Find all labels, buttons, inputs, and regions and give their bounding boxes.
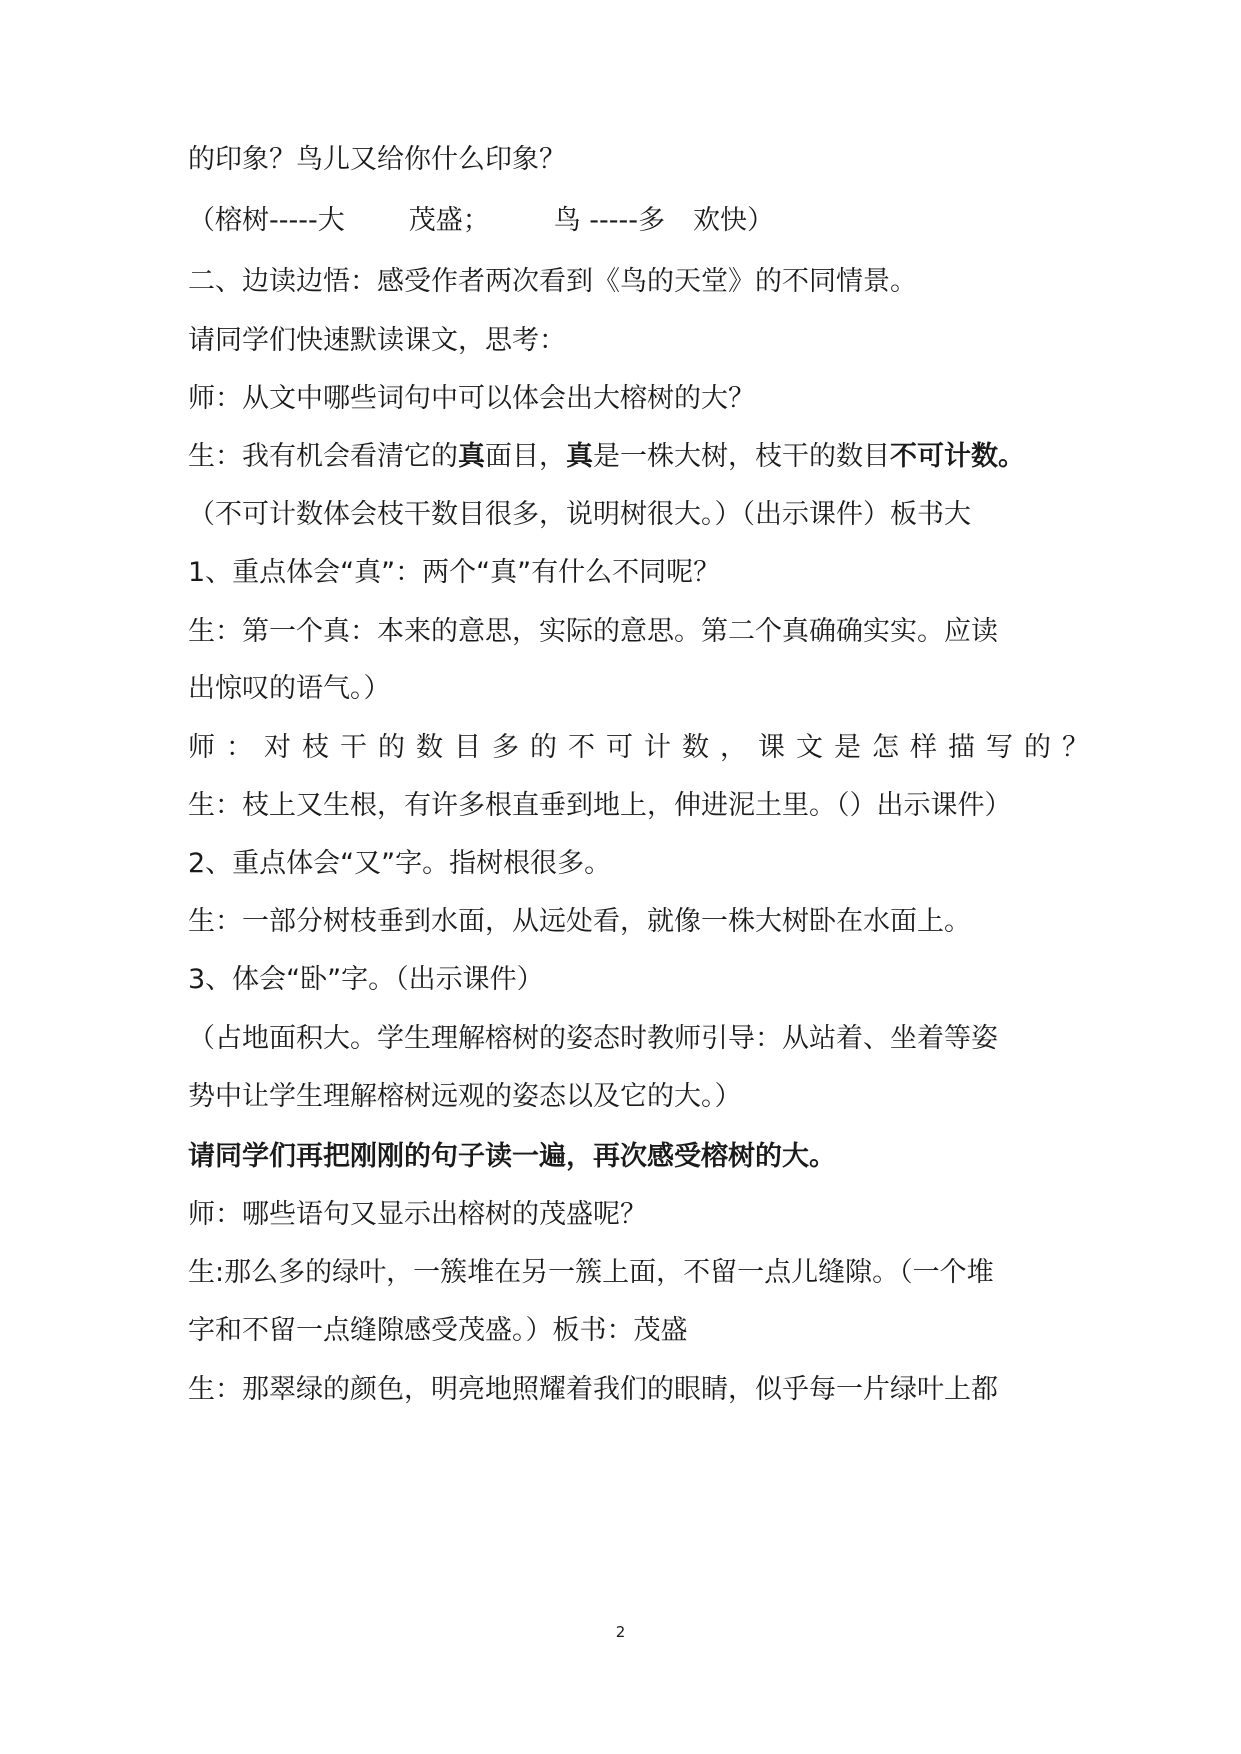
numbered-point: 1、重点体会“真”：两个“真”有什么不同呢？ [188,557,721,588]
student-line: 生：一部分树枝垂到水面，从远处看，就像一株大树卧在水面上。 [188,906,971,937]
impression-banyan: （榕树-----大 [188,205,345,236]
teacher-line: 师：哪些语句又显示出榕树的茂盛呢？ [188,1199,647,1230]
student-line [188,437,1048,477]
bold-instruction: 请同学们再把刚刚的句子读一遍，再次感受榕树的大。 [188,1141,836,1172]
page-number: 2 [615,1623,626,1641]
impression-cheerful: 欢快） [693,205,775,236]
student-line: 生：第一个真：本来的意思，实际的意思。第二个真确确实实。应读 [188,616,998,647]
impression-line [188,201,1048,241]
text-line: 势中让学生理解榕树远观的姿态以及它的大。） [188,1081,742,1112]
text-line: 请同学们快速默读课文，思考： [188,325,566,356]
student-line: 生：那翠绿的颜色，明亮地照耀着我们的眼睛，似乎每一片绿叶上都 [188,1374,998,1405]
emphasis-word: 真 [458,441,485,472]
section-heading: 二、边读边悟：感受作者两次看到《鸟的天堂》的不同情景。 [188,266,917,297]
text-line: 的印象？鸟儿又给你什么印象？ [188,144,566,175]
numbered-point: 3、体会“卧”字。（出示课件） [188,964,544,995]
emphasis-phrase: 不可计数。 [890,441,1025,472]
student-line: 生：枝上又生根，有许多根直垂到地上，伸进泥土里。（）出示课件） [188,790,1012,821]
text-line: （不可计数体会枝干数目很多，说明树很大。）（出示课件）板书大 [188,499,971,530]
student-text: ：我有机会看清它的 [215,441,458,472]
student-label: 生 [188,441,215,472]
impression-lush: 茂盛； [408,205,490,236]
teacher-line: 师：从文中哪些词句中可以体会出大榕树的大？ [188,383,755,414]
text-line: 字和不留一点缝隙感受茂盛。）板书：茂盛 [188,1315,688,1346]
teacher-line: 师：对枝干的数目多的不可计数，课文是怎样描写的？ [188,732,1100,763]
student-text: 是一株大树，枝干的数目 [593,441,890,472]
text-line: （占地面积大。学生理解榕树的姿态时教师引导：从站着、坐着等姿 [188,1023,998,1054]
student-line: 生:那么多的绿叶，一簇堆在另一簇上面，不留一点儿缝隙。（一个堆 [188,1257,994,1288]
text-line: 出惊叹的语气。） [188,673,391,704]
emphasis-word: 真 [566,441,593,472]
student-text: 面目， [485,441,566,472]
impression-birds: 鸟 -----多 [553,205,666,236]
numbered-point: 2、重点体会“又”字。指树根很多。 [188,848,612,879]
